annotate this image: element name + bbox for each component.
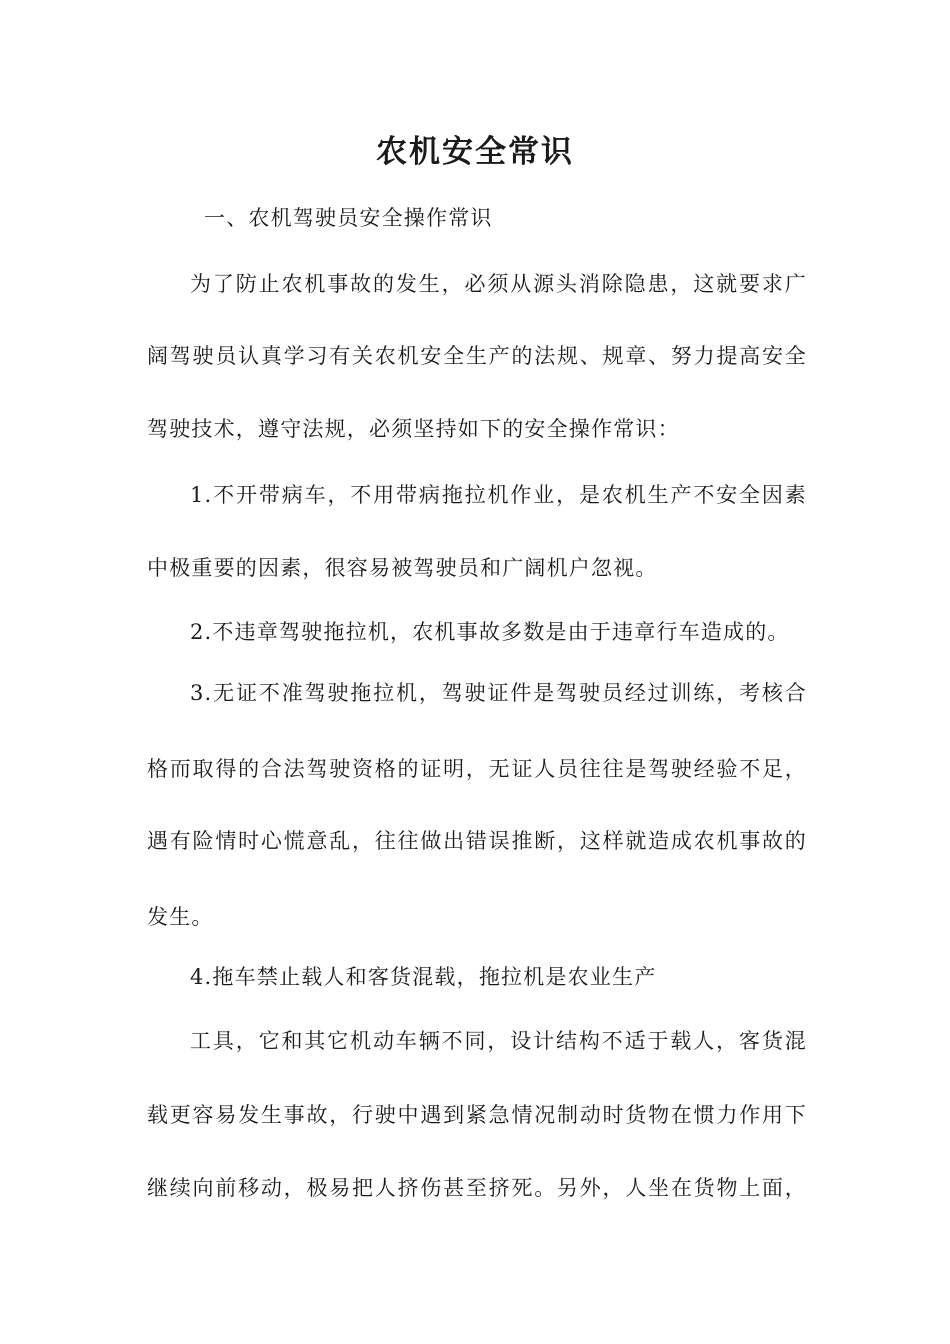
paragraph-line: 载更容易发生事故，行驶中遇到紧急情况制动时货物在惯力作用下: [147, 1103, 807, 1127]
paragraph-line: 中极重要的因素，很容易被驾驶员和广阔机户忽视。: [147, 556, 658, 580]
paragraph-line: 为了防止农机事故的发生，必须从源头消除隐患，这就要求广: [190, 272, 807, 296]
paragraph-line: 继续向前移动，极易把人挤伤甚至挤死。另外，人坐在货物上面，: [147, 1176, 807, 1200]
document-title: 农机安全常识: [376, 134, 574, 170]
paragraph-line: 格而取得的合法驾驶资格的证明，无证人员往往是驾驶经验不足，: [147, 757, 807, 781]
paragraph-line: 驾驶技术，遵守法规，必须坚持如下的安全操作常识：: [147, 417, 680, 441]
paragraph-line: 2.不违章驾驶拖拉机，农机事故多数是由于违章行车造成的。: [190, 620, 790, 644]
section-heading: 一、农机驾驶员安全操作常识: [204, 206, 493, 230]
paragraph-line: 遇有险情时心慌意乱，往往做出错误推断，这样就造成农机事故的: [147, 829, 807, 853]
paragraph-line: 阔驾驶员认真学习有关农机安全生产的法规、规章、努力提高安全: [147, 344, 807, 368]
paragraph-line: 3.无证不准驾驶拖拉机，驾驶证件是驾驶员经过训练，考核合: [190, 681, 807, 705]
paragraph-line: 工具，它和其它机动车辆不同，设计结构不适于载人，客货混: [190, 1029, 807, 1053]
paragraph-line: 1.不开带病车，不用带病拖拉机作业，是农机生产不安全因素: [190, 483, 807, 507]
paragraph-line: 4.拖车禁止载人和客货混载，拖拉机是农业生产: [190, 965, 657, 989]
paragraph-line: 发生。: [147, 905, 214, 929]
